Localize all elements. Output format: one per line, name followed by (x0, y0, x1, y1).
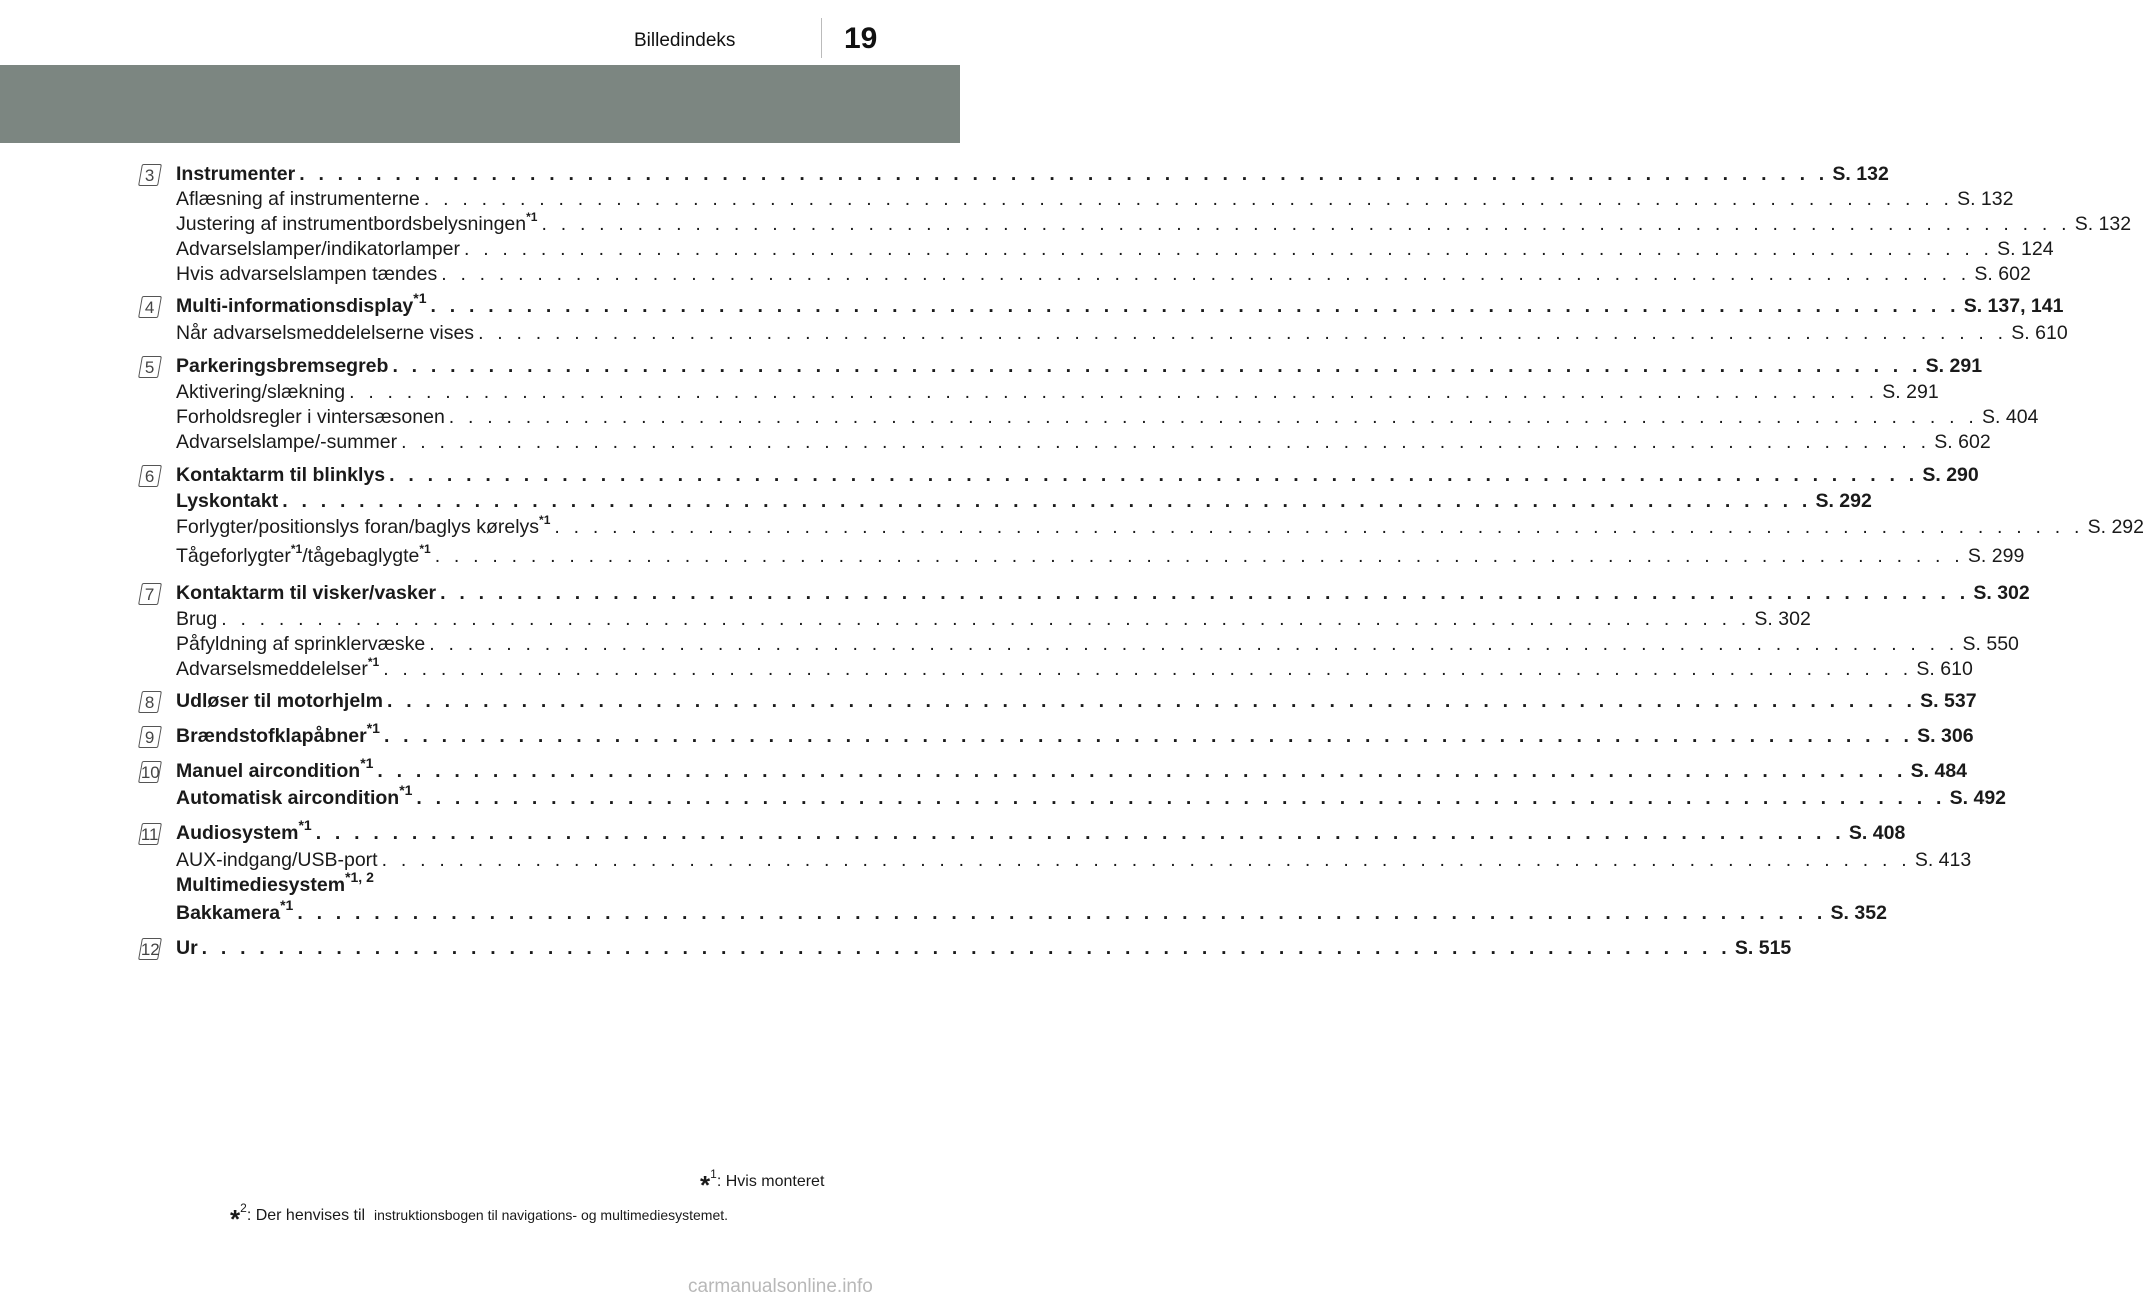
index-entry[interactable] (176, 187, 2014, 211)
section-number-badge (138, 465, 162, 487)
dot-leader: . . . . . . . . . . . . . . . . . . . . . . . . . . . . . . . . . . . . . . . . . . . . . . . . . . . . . . . . . . . . . . . . . . . . . . . . . . . . . . . . (383, 725, 1914, 747)
section-number: 11 (140, 825, 159, 844)
dot-leader: . . . . . . . . . . . . . . . . . . . . . . . . . . . . . . . . . . . . . . . . . . . . . . . . . . . . . . . . . . . . . . . . . . . . . . . . . . . . . . . . (416, 787, 1946, 809)
dot-leader: . . . . . . . . . . . . . . . . . . . . . . . . . . . . . . . . . . . . . . . . . . . . . . . . . . . . . . . . . . . . . . . . . . . . . . . . . . . . . . . . (201, 937, 1731, 959)
entry-label (176, 512, 551, 539)
index-entry[interactable] (176, 262, 2031, 286)
page-reference: S. 124 (1997, 238, 2054, 260)
index-entry[interactable] (176, 719, 1974, 748)
index-entry[interactable] (176, 607, 1811, 631)
section-number: 10 (140, 763, 160, 782)
page-reference: S. 290 (1922, 464, 1979, 486)
entry-text: Advarselslampe/-summer (176, 431, 398, 453)
entry-label (176, 463, 385, 487)
section-number-badge (138, 823, 162, 845)
page-reference: S. 610 (1916, 658, 1973, 680)
index-entry[interactable] (176, 162, 1889, 186)
footnote-marker: *1 (360, 754, 374, 771)
dot-leader: . . . . . . . . . . . . . . . . . . . . . . . . . . . . . . . . . . . . . . . . . . . . . . . . . . . . . . . . . . . . . . . . . . . . . . . . . . . . . . . . (440, 582, 1970, 604)
dot-leader: . . . . . . . . . . . . . . . . . . . . . . . . . . . . . . . . . . . . . . . . . . . . . . . . . . . . . . . . . . . . . . . . . . . . . . . . . . . . . . . . (315, 822, 1845, 844)
entry-text: Ur (176, 937, 198, 959)
page-reference: S. 291 (1882, 381, 1939, 403)
entry-text: Aktivering/slækning (176, 381, 346, 403)
entry-text: Forlygter/positionslys foran/baglys kørelys (176, 516, 540, 538)
dot-leader: . . . . . . . . . . . . . . . . . . . . . . . . . . . . . . . . . . . . . . . . . . . . . . . . . . . . . . . . . . . . . . . . . . . . . . . . . . . . . . . . (389, 464, 1919, 486)
page-reference: S. 602 (1974, 263, 2031, 285)
section-number-badge (138, 583, 162, 605)
dot-leader: . . . . . . . . . . . . . . . . . . . . . . . . . . . . . . . . . . . . . . . . . . . . . . . . . . . . . . . . . . . . . . . . . . . . . . . . . . . . . . . . (282, 490, 1812, 512)
dot-leader: . . . . . . . . . . . . . . . . . . . . . . . . . . . . . . . . . . . . . . . . . . . . . . . . . . . . . . . . . . . . . . . . . . . . . . . . . . . . . . . . (429, 633, 1959, 655)
entry-label (176, 719, 380, 748)
footnote-marker: *1, 2 (345, 868, 374, 885)
footnote-1-text: : Hvis monteret (716, 1173, 825, 1190)
index-entry[interactable] (176, 209, 2132, 236)
page-reference: S. 610 (2011, 322, 2068, 344)
dot-leader: . . . . . . . . . . . . . . . . . . . . . . . . . . . . . . . . . . . . . . . . . . . . . . . . . . . . . . . . . . . . . . . . . . . . . . . . . . . . . . . . (554, 516, 2084, 538)
index-entry[interactable] (176, 354, 1983, 378)
section-number: 9 (145, 728, 155, 747)
index-entry[interactable] (176, 541, 2025, 568)
dot-leader: . . . . . . . . . . . . . . . . . . . . . . . . . . . . . . . . . . . . . . . . . . . . . . . . . . . . . . . . . . . . . . . . . . . . . . . . . . . . . . . . (423, 188, 1954, 210)
entry-text-continued: /tågebaglygte (302, 545, 420, 567)
dot-leader: . . . . . . . . . . . . . . . . . . . . . . . . . . . . . . . . . . . . . . . . . . . . . . . . . . . . . . . . . . . . . . . . . . . . . . . . . . . . . . . . (297, 902, 1827, 924)
footnote-marker: *1 (298, 816, 312, 833)
footnote-marker: *1 (290, 541, 303, 556)
footnote-marker: *1 (280, 896, 294, 913)
entry-label (176, 162, 295, 186)
index-entry[interactable] (176, 430, 1991, 454)
dot-leader: . . . . . . . . . . . . . . . . . . . . . . . . . . . . . . . . . . . . . . . . . . . . . . . . . . . . . . . . . . . . . . . . . . . . . . . . . . . . . . . . (448, 406, 1979, 428)
dot-leader: . . . . . . . . . . . . . . . . . . . . . . . . . . . . . . . . . . . . . . . . . . . . . . . . . . . . . . . . . . . . . . . . . . . . . . . . . . . . . . . . (478, 322, 2008, 344)
entry-label (176, 632, 425, 656)
index-entry[interactable] (176, 321, 2068, 345)
section-number-badge (138, 938, 162, 960)
index-entry[interactable] (176, 654, 1973, 681)
index-entry[interactable] (176, 405, 2039, 429)
dot-leader: . . . . . . . . . . . . . . . . . . . . . . . . . . . . . . . . . . . . . . . . . . . . . . . . . . . . . . . . . . . . . . . . . . . . . . . . . . . . . . . . (383, 658, 1913, 680)
entry-label (176, 187, 420, 211)
page-reference: S. 404 (1982, 406, 2039, 428)
dot-leader: . . . . . . . . . . . . . . . . . . . . . . . . . . . . . . . . . . . . . . . . . . . . . . . . . . . . . . . . . . . . . . . . . . . . . . . . . . . . . . . . (541, 213, 2071, 235)
entry-text: Advarselsmeddelelser (176, 658, 368, 680)
entry-label (176, 654, 380, 681)
dot-leader: . . . . . . . . . . . . . . . . . . . . . . . . . . . . . . . . . . . . . . . . . . . . . . . . . . . . . . . . . . . . . . . . . . . . . . . . . . . . . . . . (299, 163, 1829, 185)
footnote-marker: *1 (413, 289, 427, 306)
entry-label (176, 541, 431, 568)
index-entry[interactable] (176, 848, 1972, 872)
page-reference: S. 352 (1830, 902, 1887, 924)
watermark: carmanualsonline.info (688, 1276, 873, 1297)
page-reference: S. 292 (2087, 516, 2144, 538)
section-number-badge (138, 761, 162, 783)
header-title: Billedindeks (634, 30, 736, 51)
index-entry[interactable] (176, 632, 2019, 656)
page-reference: S. 550 (1962, 633, 2019, 655)
index-entry[interactable] (176, 237, 2054, 261)
page-reference: S. 302 (1973, 582, 2030, 604)
entry-text: Aflæsning af instrumenterne (176, 188, 420, 210)
entry-label (176, 354, 388, 378)
footnote-2-star: * (230, 1204, 241, 1234)
footnote-marker: *1 (367, 654, 380, 669)
entry-text: Bakkamera (176, 902, 281, 924)
dot-leader: . . . . . . . . . . . . . . . . . . . . . . . . . . . . . . . . . . . . . . . . . . . . . . . . . . . . . . . . . . . . . . . . . . . . . . . . . . . . . . . . (381, 849, 1911, 871)
footnote-2-sup: 2 (240, 1200, 247, 1215)
footnote-1-sup: 1 (710, 1166, 717, 1181)
index-entry[interactable] (176, 754, 1968, 783)
page-header (0, 0, 960, 58)
section-number-badge (138, 164, 162, 186)
entry-text: Brændstofklapåbner (176, 725, 367, 747)
page-reference: S. 299 (1967, 545, 2025, 567)
index-entry[interactable] (176, 936, 1792, 960)
page-reference: S. 132 (1957, 188, 2014, 210)
footnote-marker: *1 (419, 541, 431, 556)
index-entry[interactable] (176, 463, 1979, 487)
page-reference: S. 132 (2074, 213, 2132, 235)
entry-text: Multimediesystem (176, 874, 346, 896)
entry-text: Brug (176, 608, 218, 630)
footnote-marker: *1 (366, 719, 380, 736)
entry-text: Parkeringsbremsegreb (176, 355, 389, 377)
index-entry[interactable] (176, 512, 2144, 539)
entry-text: AUX-indgang/USB-port (176, 849, 378, 871)
entry-label (176, 405, 445, 429)
page-reference: S. 306 (1917, 725, 1974, 747)
entry-label (176, 607, 217, 631)
entry-text: Manuel aircondition (176, 760, 361, 782)
section-number: 8 (145, 693, 155, 712)
footnote-marker: *1 (526, 209, 538, 224)
header-divider (821, 18, 822, 58)
dot-leader: . . . . . . . . . . . . . . . . . . . . . . . . . . . . . . . . . . . . . . . . . . . . . . . . . . . . . . . . . . . . . . . . . . . . . . . . . . . . . . . . (430, 295, 1960, 317)
page-reference: S. 302 (1754, 608, 1811, 630)
dot-leader: . . . . . . . . . . . . . . . . . . . . . . . . . . . . . . . . . . . . . . . . . . . . . . . . . . . . . . . . . . . . . . . . . . . . . . . . . . . . . . . . (386, 690, 1917, 712)
header-band (0, 65, 960, 143)
dot-leader: . . . . . . . . . . . . . . . . . . . . . . . . . . . . . . . . . . . . . . . . . . . . . . . . . . . . . . . . . . . . . . . . . . . . . . . . . . . . . . . . (392, 355, 1922, 377)
entry-label (176, 262, 437, 286)
entry-text: Når advarselsmeddelelserne vises (176, 322, 475, 344)
entry-text: Tågeforlygter (176, 545, 291, 567)
page-reference: S. 408 (1848, 822, 1906, 844)
page-reference: S. 137, 141 (1963, 295, 2064, 317)
index-entry[interactable] (176, 781, 2007, 810)
entry-text: Automatisk aircondition (176, 787, 400, 809)
page-reference: S. 291 (1925, 355, 1983, 377)
section-number-badge (138, 296, 162, 318)
footnote-2 (230, 1200, 729, 1235)
entry-text: Multi-informationsdisplay (176, 295, 414, 317)
index-entry[interactable] (176, 489, 1872, 513)
footnote-1 (700, 1166, 825, 1201)
index-entry[interactable] (176, 380, 1939, 404)
index-entry[interactable] (176, 689, 1977, 713)
entry-label (176, 380, 345, 404)
section-number: 12 (140, 940, 160, 959)
index-entry[interactable] (176, 896, 1887, 925)
dot-leader: . . . . . . . . . . . . . . . . . . . . . . . . . . . . . . . . . . . . . . . . . . . . . . . . . . . . . . . . . . . . . . . . . . . . . . . . . . . . . . . . (349, 381, 1879, 403)
index-entry[interactable] (176, 868, 810, 897)
entry-label (176, 289, 427, 318)
entry-label (176, 936, 198, 960)
section-number: 6 (145, 467, 155, 486)
page-reference: S. 484 (1910, 760, 1968, 782)
index-entry[interactable] (176, 816, 1906, 845)
entry-text: Forholdsregler i vintersæsonen (176, 406, 445, 428)
page-number: 19 (844, 22, 878, 55)
dot-leader: . . . . . . . . . . . . . . . . . . . . . . . . . . . . . . . . . . . . . . . . . . . . . . . . . . . . . . . . . . . . . . . . . . . . . . . . . . . . . . . . (221, 608, 1751, 630)
section-number-badge (138, 691, 162, 713)
entry-text: Udløser til motorhjelm (176, 690, 383, 712)
section-number: 4 (145, 298, 155, 317)
page-reference: S. 292 (1815, 490, 1872, 512)
section-number: 7 (145, 585, 155, 604)
entry-label (176, 754, 374, 783)
dot-leader: . . . . . . . . . . . . . . . . . . . . . . . . . . . . . . . . . . . . . . . . . . . . . . . . . . . . . . . . . . . . . . . . . . . . . . . . . . . . . . . . (377, 760, 1907, 782)
entry-text: Kontaktarm til visker/vasker (176, 582, 437, 604)
entry-label (176, 489, 278, 513)
entry-text: Advarselslamper/indikatorlamper (176, 238, 460, 260)
footnote-1-star: * (700, 1170, 711, 1200)
index-entry[interactable] (176, 289, 2064, 318)
entry-label (176, 237, 460, 261)
entry-text: Justering af instrumentbordsbelysningen (176, 213, 527, 235)
dot-leader: . . . . . . . . . . . . . . . . . . . . . . . . . . . . . . . . . . . . . . . . . . . . . . . . . . . . . . . . . . . . . . . . . . . . . . . . . . . . . . . . (434, 545, 1964, 567)
entry-text: Lyskontakt (176, 490, 279, 512)
page-reference: S. 413 (1914, 849, 1972, 871)
page-reference: S. 537 (1920, 690, 1977, 712)
page-reference: S. 602 (1934, 431, 1991, 453)
page-reference: S. 515 (1734, 937, 1792, 959)
entry-text: Audiosystem (176, 822, 299, 844)
dot-leader: . . . . . . . . . . . . . . . . . . . . . . . . . . . . . . . . . . . . . . . . . . . . . . . . . . . . . . . . . . . . . . . . . . . . . . . . . . . . . . . . (441, 263, 1971, 285)
section-number-badge (138, 356, 162, 378)
dot-leader: . . . . . . . . . . . . . . . . . . . . . . . . . . . . . . . . . . . . . . . . . . . . . . . . . . . . . . . . . . . . . . . . . . . . . . . . . . . . . . . . (463, 238, 1994, 260)
entry-label (176, 581, 436, 605)
entry-label (176, 321, 474, 345)
entry-label (176, 689, 383, 713)
index-entry[interactable] (176, 581, 2030, 605)
footnote-marker: *1 (539, 512, 551, 527)
entry-label (176, 816, 312, 845)
entry-label (176, 430, 397, 454)
page-reference: S. 492 (1949, 787, 2007, 809)
entry-label (176, 868, 374, 897)
entry-label (176, 896, 294, 925)
footnote-2-small: instruktionsbogen til navigations- og multimediesystemet. (373, 1207, 729, 1223)
section-number-badge (138, 726, 162, 748)
entry-text: Instrumenter (176, 163, 296, 185)
entry-text: Hvis advarselslampen tændes (176, 263, 438, 285)
dot-leader: . . . . . . . . . . . . . . . . . . . . . . . . . . . . . . . . . . . . . . . . . . . . . . . . . . . . . . . . . . . . . . . . . . . . . . . . . . . . . . . . (401, 431, 1931, 453)
footnote-marker: *1 (399, 781, 413, 798)
page-reference: S. 132 (1832, 163, 1889, 185)
entry-label (176, 209, 538, 236)
entry-text: Kontaktarm til blinklys (176, 464, 386, 486)
entry-label (176, 781, 413, 810)
section-number: 5 (145, 358, 155, 377)
section-number: 3 (145, 166, 155, 185)
entry-text: Påfyldning af sprinklervæske (176, 633, 426, 655)
footnote-2-text: : Der henvises til (246, 1207, 366, 1224)
